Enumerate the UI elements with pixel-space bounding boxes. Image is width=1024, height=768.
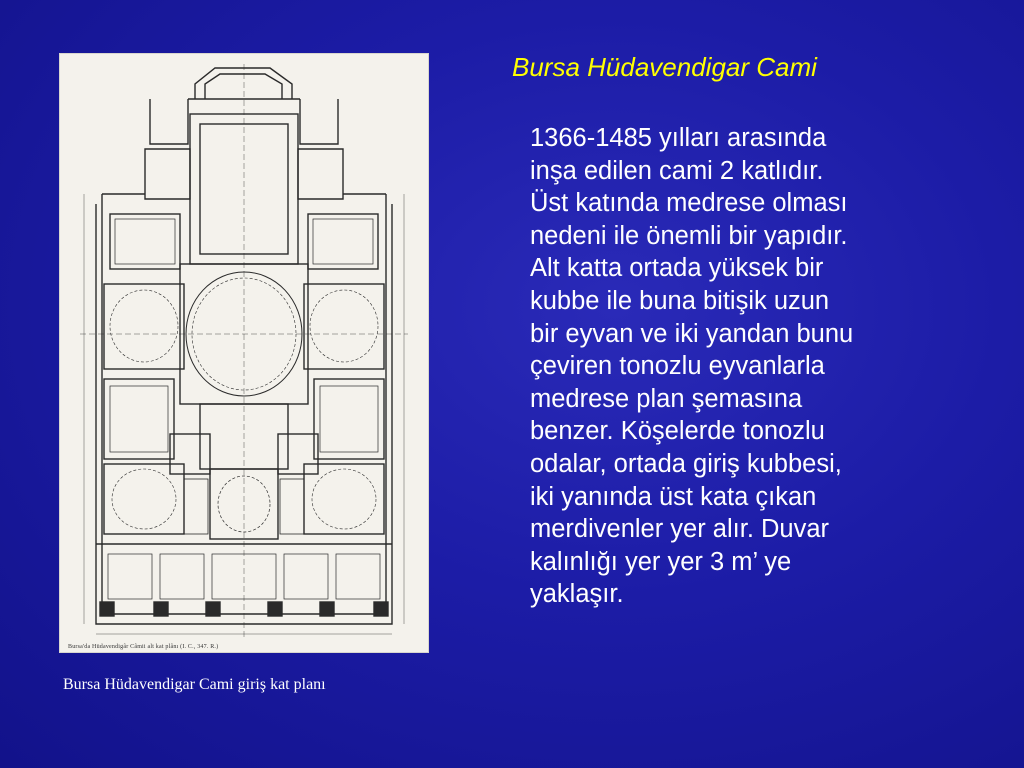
body-line: benzer. Köşelerde tonozlu: [530, 417, 825, 446]
slide-body-text: [530, 122, 1000, 611]
slide-title: Bursa Hüdavendigar Cami: [512, 52, 817, 82]
body-line: nedeni ile önemli bir yapıdır.: [530, 221, 848, 250]
image-caption: Bursa Hüdavendigar Cami giriş kat planı: [63, 676, 326, 693]
body-line: 1366-1485 yılları arasında: [530, 124, 827, 152]
body-line: iki yanında üst kata çıkan: [530, 482, 817, 511]
body-line: odalar, ortada giriş kubbesi,: [530, 449, 842, 478]
body-line: kalınlığı yer yer 3 m’ ye: [530, 547, 792, 576]
body-line: kubbe ile buna bitişik uzun: [530, 286, 830, 315]
body-line: bir eyvan ve iki yandan bunu: [530, 319, 854, 348]
body-line: merdivenler yer alır. Duvar: [530, 515, 830, 544]
floor-plan-image: [60, 54, 428, 652]
plan-inner-caption: Bursa'da Hüdavendigâr Câmii alt kat plânı (I. C., 347. R.): [68, 644, 219, 650]
body-line: Üst katında medrese olması: [530, 189, 848, 218]
body-line: Alt katta ortada yüksek bir: [530, 254, 824, 283]
floor-plan-drawing: [60, 54, 428, 652]
body-line: çeviren tonozlu eyvanlarla: [530, 352, 825, 381]
body-line: yaklaşır.: [530, 580, 624, 609]
body-line: medrese plan şemasına: [530, 384, 803, 413]
body-line: inşa edilen cami 2 katlıdır.: [530, 156, 824, 185]
